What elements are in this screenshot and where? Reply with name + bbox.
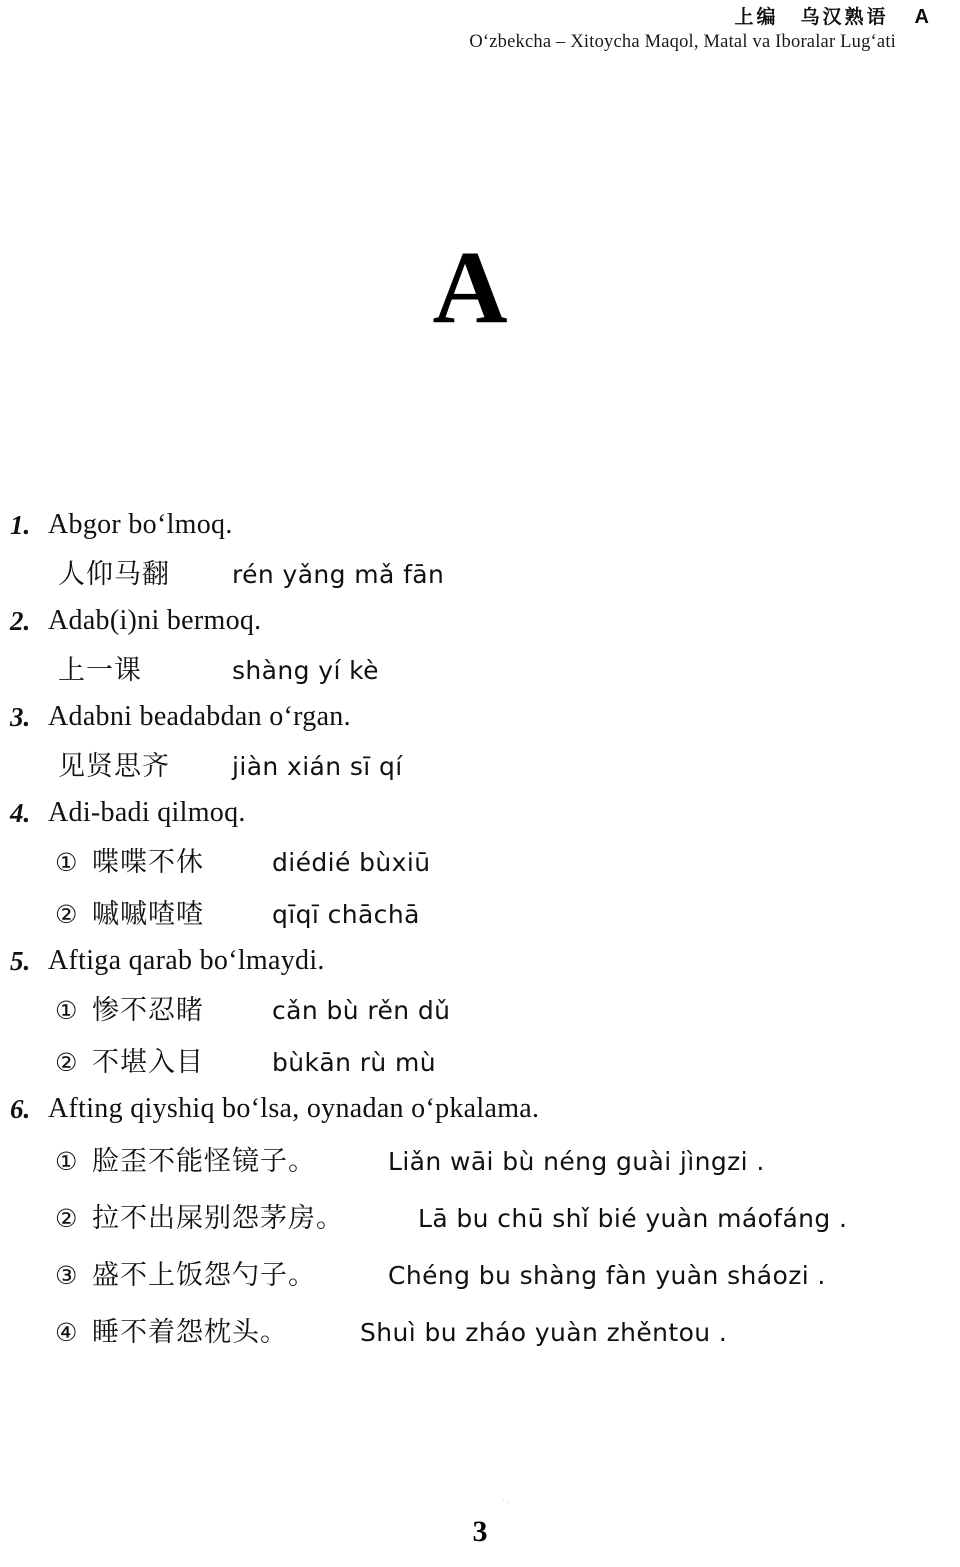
- gloss-marker-circled-number: ①: [55, 1147, 78, 1176]
- entry-number: 2.: [10, 606, 31, 636]
- gloss-row: [0, 1247, 960, 1304]
- gloss-row: [0, 889, 960, 941]
- gloss-chinese: 见贤思齐: [58, 751, 170, 782]
- gloss-row: [0, 1133, 960, 1190]
- gloss-pinyin: qīqī chāchā: [272, 900, 420, 929]
- gloss-row: [0, 645, 960, 697]
- running-head-letter: A: [914, 6, 930, 28]
- dictionary-entry: [0, 941, 960, 1089]
- gloss-chinese: 盛不上饭怨勺子。: [92, 1260, 316, 1291]
- gloss-chinese: 上一课: [58, 655, 142, 686]
- entry-number: 4.: [10, 798, 31, 828]
- entry-uzbek-phrase: Abgor bo‘lmoq.: [48, 509, 233, 540]
- dictionary-entry: [0, 793, 960, 941]
- dictionary-entry: [0, 601, 960, 697]
- gloss-chinese: 人仰马翻: [58, 559, 170, 590]
- running-head: [0, 2, 930, 29]
- gloss-pinyin: jiàn xián sī qí: [232, 752, 403, 781]
- gloss-marker-circled-number: ④: [55, 1318, 78, 1347]
- gloss-pinyin: shàng yí kè: [232, 656, 379, 685]
- entry-uzbek-phrase: Aftiga qarab bo‘lmaydi.: [48, 945, 325, 976]
- entry-headword-line: [0, 505, 960, 545]
- gloss-pinyin: Liǎn wāi bù néng guài jìngzi .: [388, 1147, 765, 1176]
- gloss-row: [0, 1037, 960, 1089]
- gloss-row: [0, 1190, 960, 1247]
- gloss-marker-circled-number: ②: [55, 900, 78, 929]
- gloss-pinyin: Lā bu chū shǐ bié yuàn máofáng .: [418, 1204, 848, 1233]
- gloss-row: [0, 837, 960, 889]
- entry-uzbek-phrase: Adabni beadabdan o‘rgan.: [48, 701, 351, 732]
- gloss-marker-circled-number: ②: [55, 1048, 78, 1077]
- entry-list: [0, 505, 960, 1361]
- scan-speck: ˙ ·: [502, 1498, 511, 1508]
- gloss-row: [0, 741, 960, 793]
- gloss-chinese: 喋喋不休: [92, 847, 204, 878]
- gloss-chinese: 不堪入目: [92, 1047, 204, 1078]
- gloss-pinyin: bùkān rù mù: [272, 1048, 436, 1077]
- gloss-chinese: 惨不忍睹: [92, 995, 204, 1026]
- running-head-title: 上编 乌汉熟语: [734, 6, 889, 28]
- entry-headword-line: [0, 941, 960, 981]
- entry-uzbek-phrase: Adi-badi qilmoq.: [48, 797, 246, 828]
- page-number: 3: [472, 1515, 488, 1548]
- entry-number: 3.: [10, 702, 31, 732]
- dictionary-entry: [0, 1089, 960, 1361]
- gloss-pinyin: cǎn bù rěn dǔ: [272, 996, 451, 1025]
- entry-number: 5.: [10, 946, 31, 976]
- running-head-subtitle: O‘zbekcha – Xitoycha Maqol, Matal va Iboralar Lug‘ati: [469, 32, 896, 52]
- dictionary-entry: [0, 505, 960, 601]
- entry-number: 6.: [10, 1094, 31, 1124]
- dictionary-entry: [0, 697, 960, 793]
- entry-headword-line: [0, 793, 960, 833]
- entry-headword-line: [0, 1089, 960, 1129]
- entry-headword-line: [0, 697, 960, 737]
- gloss-chinese: 睡不着怨枕头。: [92, 1317, 288, 1348]
- gloss-marker-circled-number: ③: [55, 1261, 78, 1290]
- entry-uzbek-phrase: Afting qiyshiq bo‘lsa, oynadan o‘pkalama.: [48, 1093, 540, 1124]
- gloss-marker-circled-number: ②: [55, 1204, 78, 1233]
- gloss-pinyin: rén yǎng mǎ fān: [232, 560, 445, 589]
- gloss-row: [0, 549, 960, 601]
- gloss-chinese: 拉不出屎别怨茅房。: [92, 1203, 344, 1234]
- gloss-pinyin: Chéng bu shàng fàn yuàn sháozi .: [388, 1261, 826, 1290]
- section-letter-heading: A: [432, 230, 508, 345]
- gloss-marker-circled-number: ①: [55, 996, 78, 1025]
- gloss-pinyin: Shuì bu zháo yuàn zhěntou .: [360, 1318, 728, 1347]
- gloss-chinese: 嘁嘁喳喳: [92, 899, 204, 930]
- entry-number: 1.: [10, 510, 31, 540]
- entry-headword-line: [0, 601, 960, 641]
- gloss-chinese: 脸歪不能怪镜子。: [92, 1146, 316, 1177]
- gloss-marker-circled-number: ①: [55, 848, 78, 877]
- gloss-pinyin: diédié bùxiū: [272, 848, 431, 877]
- gloss-row: [0, 985, 960, 1037]
- gloss-row: [0, 1304, 960, 1361]
- entry-uzbek-phrase: Adab(i)ni bermoq.: [48, 605, 262, 636]
